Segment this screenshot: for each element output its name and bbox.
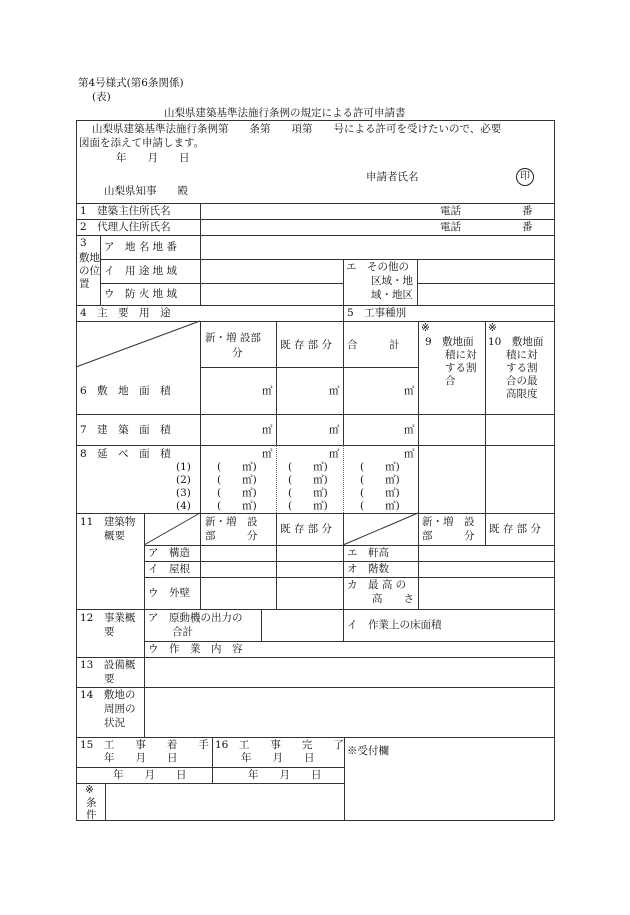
main-use-label: 4 主 要 用 途 xyxy=(80,307,171,319)
surroundings-label3: 状況 xyxy=(104,717,125,729)
work-type-label: 5 工事種別 xyxy=(347,307,407,319)
bldg-new-header-right2: 部 分 xyxy=(422,530,475,542)
date-row-right[interactable]: 年 月 日 xyxy=(248,769,322,781)
work-completion-date[interactable]: 年 月 日 xyxy=(241,752,315,764)
other-district-label3: 域・地区 xyxy=(371,289,413,301)
conditions-label1: 条 xyxy=(86,797,97,809)
building-summary-label: 11 建築物 xyxy=(80,516,136,528)
floor-sub-value: ( ㎡) xyxy=(288,487,328,499)
intro-line1: 山梨県建築基準法施行条例第 条第 項第 号による許可を受けたいので、必要 xyxy=(92,123,502,135)
applicant-name-label: 申請者氏名 xyxy=(366,171,419,183)
eave-height-label: エ 軒高 xyxy=(347,547,389,559)
unit-m2: ㎡ xyxy=(262,424,273,436)
agent-tel-suffix: 番 xyxy=(522,221,533,233)
floor-sub-4: (4) xyxy=(176,500,191,512)
owner-tel-suffix: 番 xyxy=(522,205,533,217)
floor-sub-value: ( ㎡) xyxy=(360,461,400,473)
structure-label: ア 構造 xyxy=(148,547,190,559)
work-floor-area-label: イ 作業上の床面積 xyxy=(347,619,442,631)
surroundings-label2: 周囲の xyxy=(104,703,136,715)
floor-sub-value: ( ㎡) xyxy=(360,500,400,512)
col-existing-header: 既 存 部 分 xyxy=(280,339,333,351)
owner-label: 1 建築主住所氏名 xyxy=(80,205,171,217)
conditions-label2: 件 xyxy=(86,809,97,821)
floor-sub-value: ( ㎡) xyxy=(217,461,257,473)
floor-sub-value: ( ㎡) xyxy=(217,474,257,486)
site-address-label: ア 地 名 地 番 xyxy=(104,241,178,253)
form-number: 第4号様式(第6条関係) xyxy=(78,77,184,89)
business-summary-label: 12 事業概 xyxy=(80,612,136,624)
work-content-label: ウ 作 業 内 容 xyxy=(148,643,243,655)
addressee: 山梨県知事 殿 xyxy=(104,185,188,197)
form-title: 山梨県建築基準法施行条例の規定による許可申請書 xyxy=(164,107,406,119)
other-district-label2: 区域・地 xyxy=(371,275,413,287)
application-date[interactable]: 年 月 日 xyxy=(116,152,190,164)
roof-label: イ 屋根 xyxy=(148,563,190,575)
floor-sub-2: (2) xyxy=(176,474,191,486)
receipt-label: ※受付欄 xyxy=(347,745,389,757)
equipment-summary-label2: 要 xyxy=(104,673,115,685)
kome-mark-conditions: ※ xyxy=(85,784,94,796)
floor-sub-value: ( ㎡) xyxy=(360,474,400,486)
fire-district-label: ウ 防 火 地 域 xyxy=(104,288,178,300)
floor-sub-value: ( ㎡) xyxy=(288,461,328,473)
floor-sub-value: ( ㎡) xyxy=(217,500,257,512)
site-area-label: 6 敷 地 面 積 xyxy=(80,385,171,397)
motor-output-label2: 合計 xyxy=(172,626,193,638)
floor-sub-1: (1) xyxy=(176,461,191,473)
unit-m2: ㎡ xyxy=(262,448,273,460)
coverage-ratio-label: 9 敷地面 積に対 する割 合 xyxy=(425,336,477,387)
surroundings-label: 14 敷地の xyxy=(80,689,136,701)
other-district-label: エ その他の xyxy=(346,261,409,273)
max-coverage-label: 10 敷地面 積に対 する割 合の最 高限度 xyxy=(488,336,544,400)
bldg-new-header: 新・増 設 xyxy=(205,516,258,528)
exterior-wall-label: ウ 外壁 xyxy=(148,587,190,599)
floor-sub-value: ( ㎡) xyxy=(217,487,257,499)
unit-m2: ㎡ xyxy=(329,385,340,397)
stories-label: オ 階数 xyxy=(347,563,389,575)
col-new-header2: 分 xyxy=(232,347,243,359)
building-area-label: 7 建 築 面 積 xyxy=(80,424,171,436)
unit-m2: ㎡ xyxy=(262,385,273,397)
col-new-header: 新・増 設部 xyxy=(205,332,261,344)
equipment-summary-label: 13 設備概 xyxy=(80,659,136,671)
business-summary-label2: 要 xyxy=(104,626,115,638)
work-start-label: 15 工 事 着 手 xyxy=(80,739,209,751)
unit-m2: ㎡ xyxy=(329,448,340,460)
agent-label: 2 代理人住所氏名 xyxy=(80,221,171,233)
kome-mark-9: ※ xyxy=(421,322,430,334)
form-side-label: (表) xyxy=(92,91,111,103)
agent-tel-label: 電話 xyxy=(440,221,461,233)
floor-sub-value: ( ㎡) xyxy=(288,500,328,512)
building-summary-label2: 概要 xyxy=(104,530,125,542)
unit-m2: ㎡ xyxy=(404,424,415,436)
floor-sub-value: ( ㎡) xyxy=(288,474,328,486)
site-location-label: 敷地 の位 置 xyxy=(79,252,100,290)
intro-line2: 図面を添えて申請します。 xyxy=(79,137,205,149)
owner-tel-label: 電話 xyxy=(440,205,461,217)
col-total-header: 合 計 xyxy=(347,339,400,351)
use-district-label: イ 用 途 地 域 xyxy=(104,265,178,277)
floor-sub-value: ( ㎡) xyxy=(360,487,400,499)
max-height-label: カ 最 高 の xyxy=(347,579,407,591)
unit-m2: ㎡ xyxy=(329,424,340,436)
bldg-new-header2: 部 分 xyxy=(205,530,258,542)
unit-m2: ㎡ xyxy=(404,385,415,397)
unit-m2: ㎡ xyxy=(404,448,415,460)
bldg-existing-header-right: 既 存 部 分 xyxy=(489,523,542,535)
motor-output-label: ア 原動機の出力の xyxy=(148,612,243,624)
max-height-label2: 高 さ xyxy=(372,593,414,605)
seal-icon: 印 xyxy=(516,168,534,186)
bldg-existing-header: 既 存 部 分 xyxy=(280,523,333,535)
bldg-new-header-right: 新・増 設 xyxy=(422,516,475,528)
site-location-number: 3 xyxy=(80,237,87,249)
floor-area-label: 8 延 べ 面 積 xyxy=(80,448,171,460)
work-start-date[interactable]: 年 月 日 xyxy=(104,752,178,764)
floor-sub-3: (3) xyxy=(176,487,191,499)
kome-mark-10: ※ xyxy=(488,322,497,334)
work-completion-label: 16 工 事 完 了 xyxy=(215,739,344,751)
date-row-left[interactable]: 年 月 日 xyxy=(113,769,187,781)
